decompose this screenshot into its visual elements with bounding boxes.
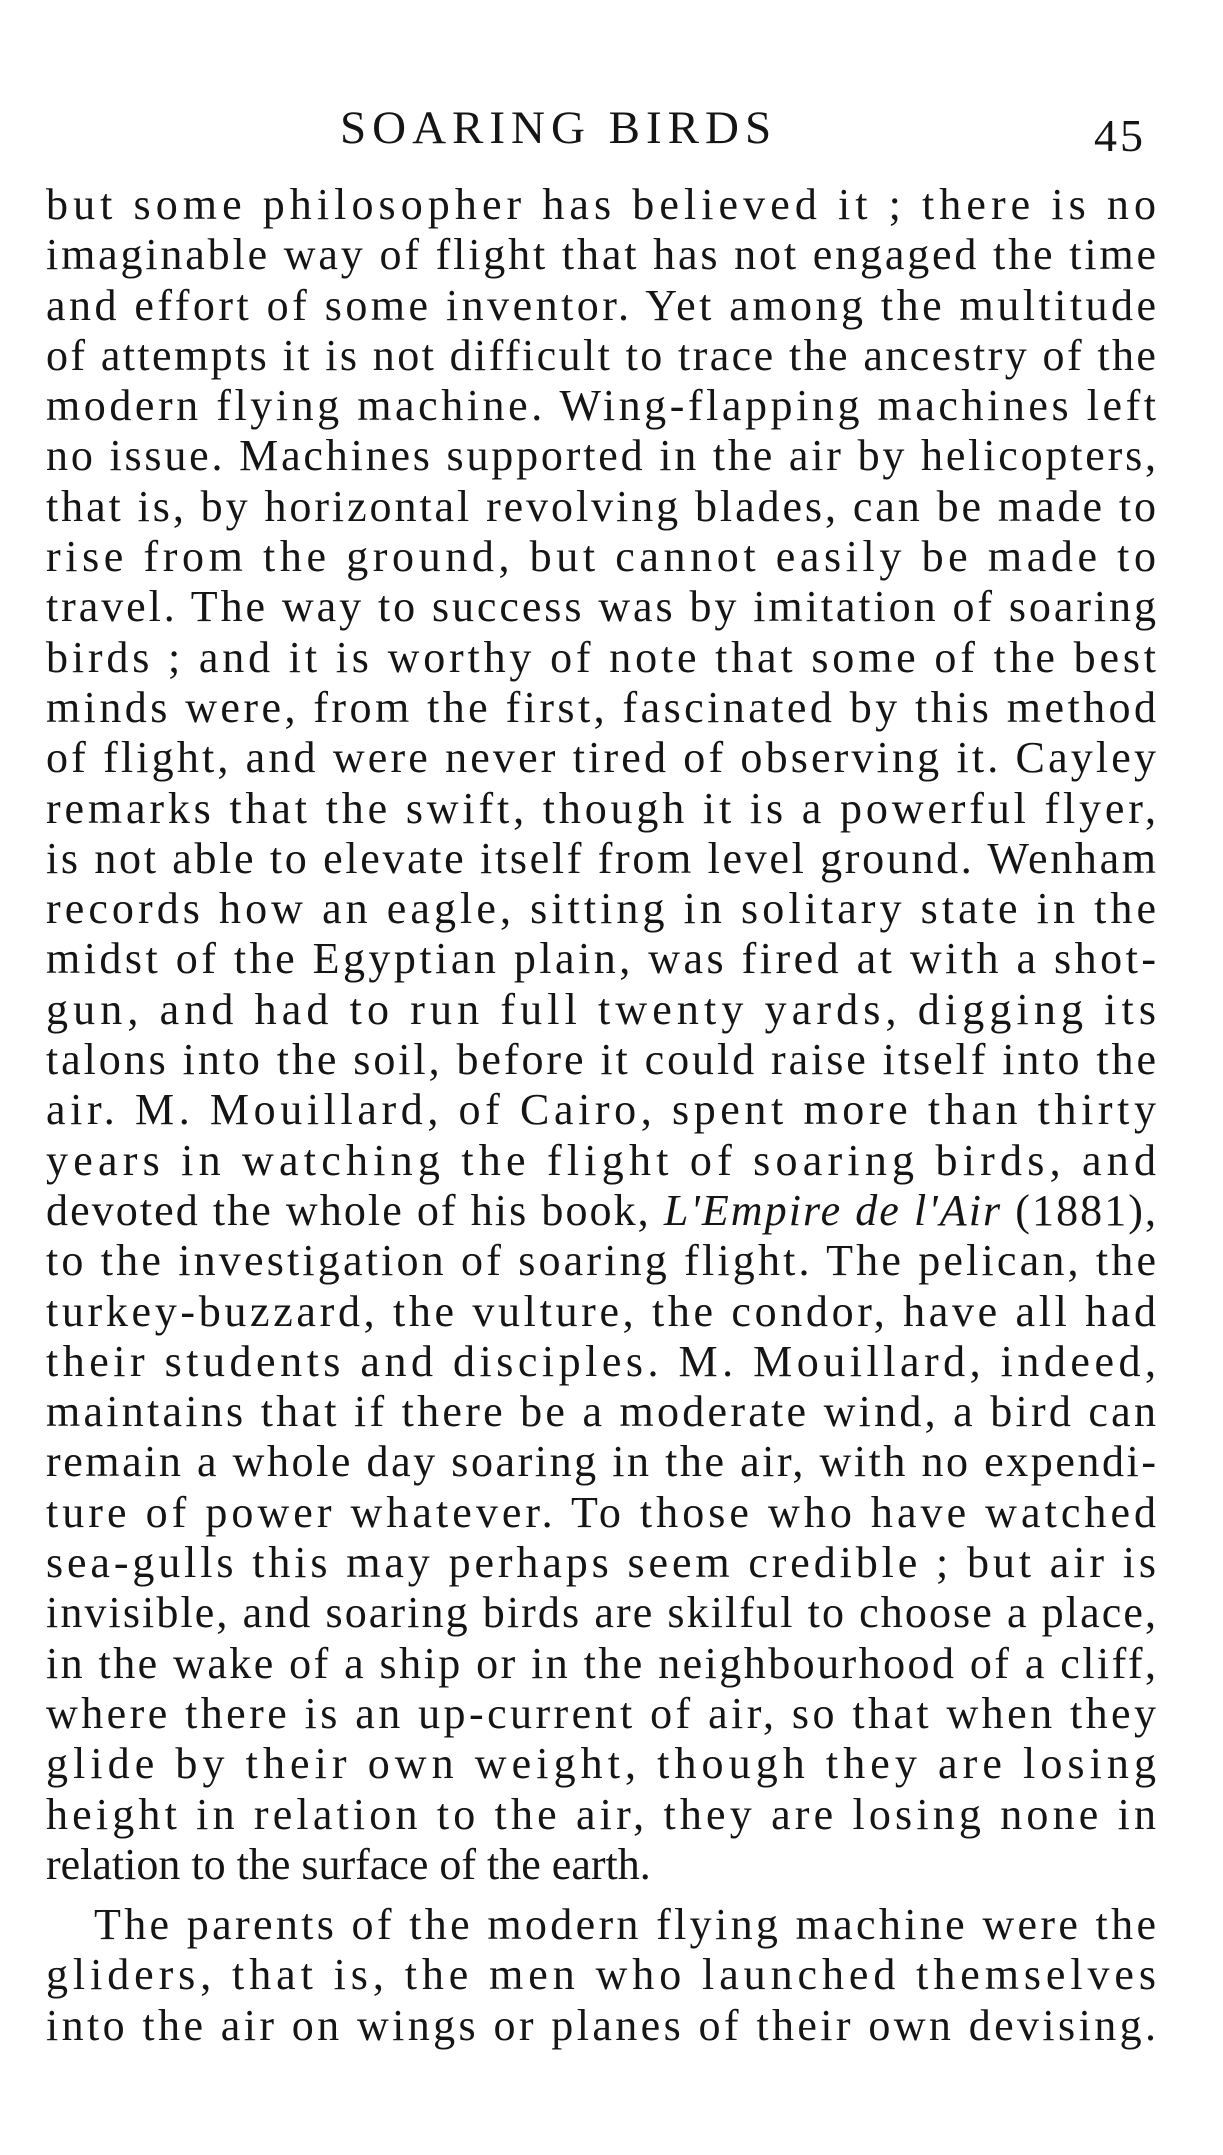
text-line: The parents of the modern flying machine were the — [94, 1900, 1160, 1950]
text-line: gun, and had to run full twenty yards, digging its — [46, 984, 1162, 1034]
text-line: remarks that the swift, though it is a powerful flyer, — [46, 783, 1160, 833]
book-title: L'Empire de l'Air — [663, 1185, 1003, 1235]
text-line: and effort of some inventor. Yet among the multitude — [46, 280, 1160, 330]
text-line: height in relation to the air, they are losing none in — [46, 1789, 1161, 1839]
text-line: birds ; and it is worthy of note that some of the best — [46, 632, 1160, 682]
text-line: maintains that if there be a moderate wind, a bird can — [46, 1387, 1160, 1437]
text-line: that is, by horizontal revolving blades, can be made to — [46, 481, 1159, 531]
text-line: into the air on wings or planes of their own devising. — [46, 2000, 1160, 2050]
running-head — [0, 98, 1223, 161]
body-text — [46, 180, 1162, 2051]
text-line: is not able to elevate itself from level ground. Wenham — [46, 833, 1159, 883]
text-line: travel. The way to success was by imitation of soaring — [46, 582, 1159, 632]
text-line: glide by their own weight, though they are losing — [46, 1739, 1162, 1789]
running-title: SOARING BIRDS — [340, 102, 778, 154]
text-line: of flight, and were never tired of observing it. Cayley — [46, 733, 1160, 783]
text-line: imaginable way of flight that has not engaged the time — [46, 230, 1159, 280]
line-text-before-title: devoted the whole of his book, — [46, 1185, 664, 1235]
text-line: invisible, and soaring birds are skilful to choose a place, — [46, 1588, 1159, 1638]
text-line: but some philosopher has believed it ; there is no — [46, 180, 1162, 229]
text-line: ture of power whatever. To those who have watched — [46, 1487, 1161, 1537]
text-line: air. M. Mouillard, of Cairo, spent more than thirty — [46, 1085, 1161, 1135]
text-line-with-book-title — [46, 1185, 1159, 1236]
text-line: rise from the ground, but cannot easily be made to — [46, 532, 1161, 582]
text-line: no issue. Machines supported in the air by helicopters, — [46, 431, 1159, 481]
text-line: turkey-buzzard, the vulture, the condor, have all had — [46, 1286, 1160, 1336]
text-line: to the investigation of soaring flight. The pelican, the — [46, 1236, 1160, 1286]
text-line: in the wake of a ship or in the neighbourhood of a cliff, — [46, 1638, 1159, 1688]
text-line: their students and disciples. M. Mouillard, indeed, — [46, 1336, 1161, 1386]
page-number: 45 — [1094, 110, 1146, 161]
text-line: where there is an up-current of air, so that when they — [46, 1688, 1160, 1738]
paragraph-2 — [46, 1900, 1161, 2051]
text-line: remain a whole day soaring in the air, with no expendi- — [46, 1437, 1159, 1487]
text-line: years in watching the flight of soaring birds, and — [46, 1135, 1162, 1185]
text-line: minds were, from the first, fascinated by this method — [46, 682, 1160, 732]
text-line: midst of the Egyptian plain, was fired at with a shot- — [46, 934, 1160, 984]
text-line: records how an eagle, sitting in solitary state in the — [46, 884, 1161, 934]
paragraph-1 — [46, 180, 1162, 1890]
text-line: talons into the soil, before it could raise itself into the — [46, 1035, 1159, 1085]
line-text-after-title: (1881), — [1002, 1185, 1159, 1235]
text-line: gliders, that is, the men who launched themselves — [46, 1950, 1161, 2000]
text-line: sea-gulls this may perhaps seem credible ; but air is — [46, 1538, 1160, 1588]
text-line: of attempts it is not difficult to trace the ancestry of the — [46, 330, 1159, 380]
text-line: relation to the surface of the earth. — [46, 1839, 651, 1889]
text-line: modern flying machine. Wing-flapping machines left — [46, 381, 1160, 431]
